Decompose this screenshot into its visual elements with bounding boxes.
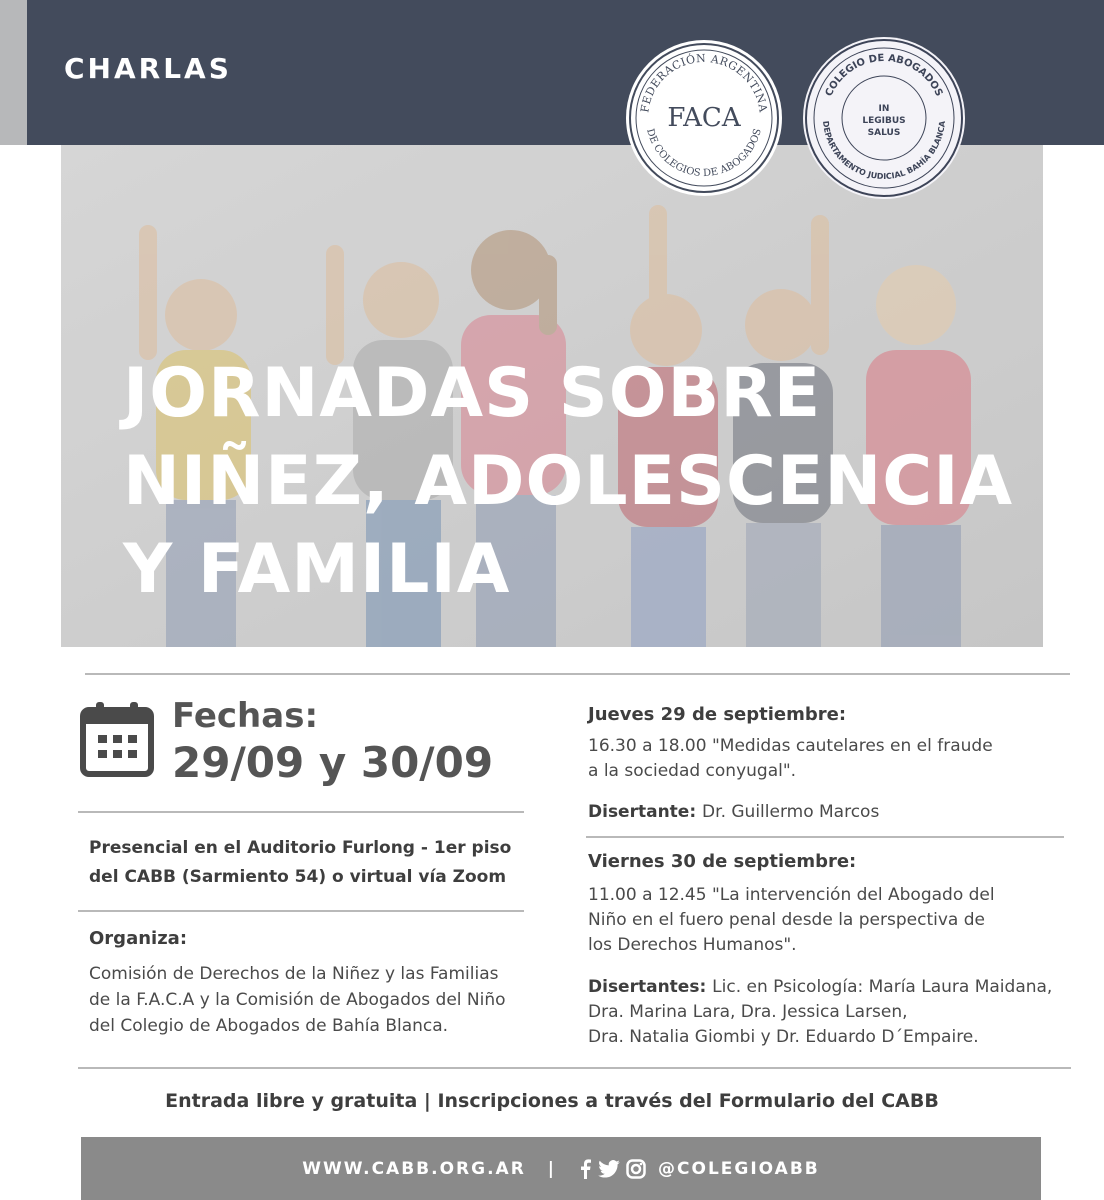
organiza-line-1: Comisión de Derechos de la Niñez y las Familias <box>89 964 499 984</box>
footer-website[interactable]: WWW.CABB.ORG.AR <box>302 1158 526 1179</box>
header-side-strip <box>0 0 27 145</box>
twitter-icon[interactable] <box>598 1160 620 1178</box>
calendar-icon <box>80 700 154 778</box>
divider-top <box>85 673 1070 675</box>
faca-top-text: FEDERACIÓN ARGENTINA <box>638 51 770 114</box>
organiza-text <box>89 961 549 1039</box>
divider-bottom <box>78 1067 1071 1069</box>
cabb-center-2: LEGIBUS <box>862 116 906 126</box>
day1-title: Jueves 29 de septiembre: <box>588 704 847 725</box>
footer-separator: | <box>547 1158 557 1179</box>
cabb-center-1: IN <box>878 104 890 114</box>
day1-speaker-name: Dr. Guillermo Marcos <box>702 802 880 822</box>
cabb-center-3: SALUS <box>867 128 901 138</box>
footer-handle[interactable]: @COLEGIOABB <box>658 1158 820 1179</box>
day1-speaker-label: Disertante: <box>588 802 703 822</box>
day2-speakers <box>588 975 1068 1050</box>
venue-line-1: Presencial en el Auditorio Furlong - 1er piso <box>89 838 512 858</box>
faca-bottom-text: DE COLEGIOS DE ABOGADOS <box>644 127 764 180</box>
entrada-info: Entrada libre y gratuita | Inscripciones a través del Formulario del CABB <box>165 1090 939 1112</box>
day2-talk-line-1: 11.00 a 12.45 "La intervención del Abogado del <box>588 885 995 905</box>
title-line-2: NIÑEZ, ADOLESCENCIA <box>123 442 1014 521</box>
hero-image <box>61 145 1043 647</box>
footer-bar <box>81 1137 1041 1200</box>
day2-talk-line-2: Niño en el fuero penal desde la perspectiva de <box>588 910 985 930</box>
organiza-label: Organiza: <box>89 928 188 949</box>
cabb-seal-graphic <box>803 37 965 199</box>
faca-seal-graphic <box>626 40 782 196</box>
cabb-bottom-text: DEPARTAMENTO JUDICIAL BAHÍA BLANCA <box>821 120 947 182</box>
divider-right-1 <box>586 836 1064 838</box>
cabb-seal <box>803 37 965 199</box>
section-label: CHARLAS <box>64 52 232 85</box>
organiza-line-2: de la F.A.C.A y la Comisión de Abogados del Niño <box>89 990 506 1010</box>
title-line-1: JORNADAS SOBRE <box>123 354 822 433</box>
day2-speaker-line-1: Dra. Marina Lara, Dra. Jessica Larsen, <box>588 1002 908 1022</box>
title-line-3: Y FAMILIA <box>123 530 511 609</box>
organiza-line-3: del Colegio de Abogados de Bahía Blanca. <box>89 1016 449 1036</box>
day1-talk-line-2: a la sociedad conyugal". <box>588 761 797 781</box>
event-title <box>123 350 1013 614</box>
divider-left-2 <box>78 910 524 912</box>
day2-speaker-line-2: Dra. Natalia Giombi y Dr. Eduardo D´Empaire. <box>588 1027 979 1047</box>
faca-seal <box>626 40 782 196</box>
day1-speaker <box>588 800 1068 825</box>
day2-talk-line-3: los Derechos Humanos". <box>588 935 797 955</box>
venue-line-2: del CABB (Sarmiento 54) o virtual vía Zoom <box>89 867 507 887</box>
faca-center-text: FACA <box>667 103 741 133</box>
instagram-icon[interactable] <box>626 1159 646 1179</box>
facebook-icon[interactable] <box>578 1159 592 1179</box>
day2-talk <box>588 883 1058 958</box>
day2-speaker-first: Lic. en Psicología: María Laura Maidana, <box>712 977 1053 997</box>
cabb-top-text: COLEGIO DE ABOGADOS <box>823 52 945 99</box>
day1-talk <box>588 734 1058 784</box>
day1-talk-line-1: 16.30 a 18.00 "Medidas cautelares en el fraude <box>588 736 993 756</box>
day2-title: Viernes 30 de septiembre: <box>588 851 857 872</box>
fechas-label: Fechas: <box>172 696 319 736</box>
social-icons <box>578 1159 646 1179</box>
day2-speaker-label: Disertantes: <box>588 977 713 997</box>
fechas-value: 29/09 y 30/09 <box>172 738 494 787</box>
venue-info <box>89 834 519 892</box>
divider-left-1 <box>78 811 524 813</box>
